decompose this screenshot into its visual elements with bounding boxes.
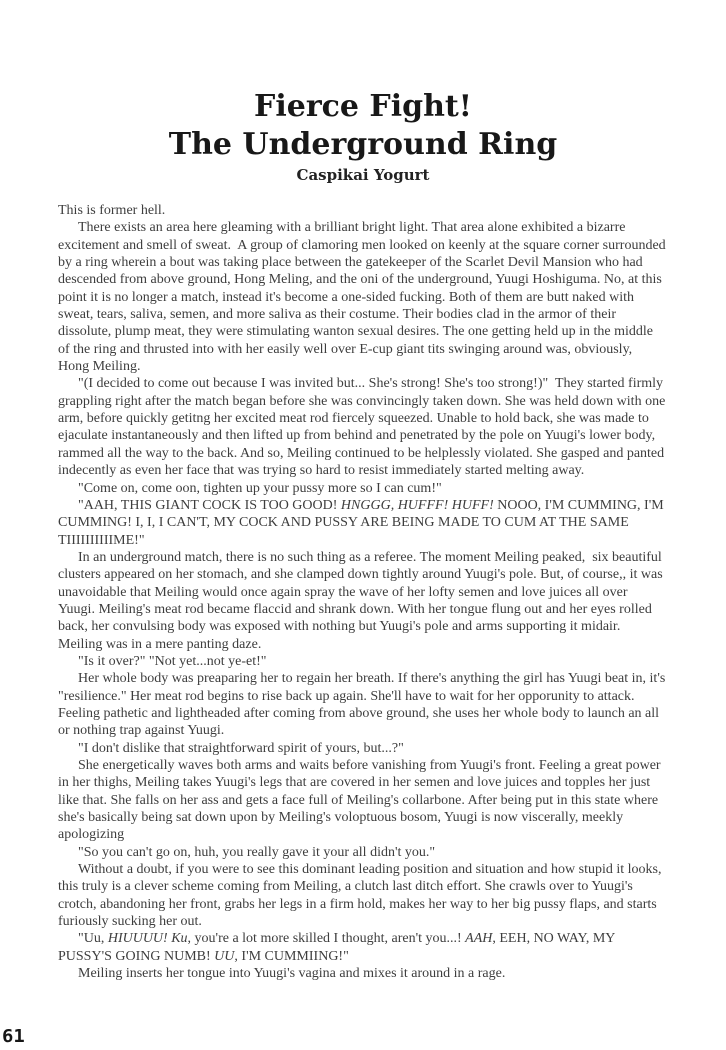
paragraph-run: "I don't dislike that straightforward spirit of yours, but...?": [78, 740, 404, 756]
article-body: [58, 202, 670, 982]
paragraph: [58, 497, 666, 549]
paragraph-run: There exists an area here gleaming with a brilliant bright light. That area alone exhibited a bizarre excitement and smell of sweat. A group of clamoring men looked on keenly at the square corner surrounded by a ring wherein a bout was taking place between the gatekeeper of the Scarlet Devil Mansion who had descended from above ground, Hong Meling, and the oni of the underground, Yuugi Hoshiguma. No, at this point it is no longer a match, instead it's become a one-sided fucking. Both of them are butt naked with sweat, tears, saliva, semen, and more saliva as their costume. Their bodies clad in the armor of their dissolute, plump meat, they were stimulating wanton sexual desires. The one getting held up in the middle of the ring and thrusted into with her easily well over E-cup giant tits swinging around was, obviously, Hong Meiling.: [58, 220, 670, 375]
paragraph: [58, 740, 666, 757]
paragraph-run: Without a doubt, if you were to see this dominant leading position and situation and how stupid it looks, this truly is a clever scheme coming from Meiling, a clutch last ditch effort. She crawls over to Yuugi's crotch, abandoning her front, grabs her legs in a firm hold, makes her way to her big pussy flaps, and starts furiously sucking her out.: [58, 862, 665, 930]
paragraph-run: "Uu,: [78, 931, 108, 947]
paragraph: [58, 965, 666, 982]
page-number: 61: [2, 1026, 25, 1047]
paragraph-run: "Come on, come oon, tighten up your pussy more so I can cum!": [78, 480, 442, 496]
paragraph: [58, 844, 666, 861]
paragraph-run: Her whole body was preaparing her to regain her breath. If there's anything the girl has Yuugi beat in, it's "resilience." Her meat rod begins to rise back up again. She'll have to wait for her opporunity to attack. Feeling pathetic and lightheaded after coming from above ground, she uses her whole body to launch an all or nothing trap against Yuugi.: [58, 671, 669, 739]
paragraph: [58, 549, 666, 653]
paragraph-run: Meiling inserts her tongue into Yuugi's vagina and mixes it around in a rage.: [78, 966, 506, 982]
paragraph-run: She energetically waves both arms and waits before vanishing from Yuugi's front. Feeling a great power in her thighs, Meiling takes Yuugi's legs that are covered in her semen and love juices and topples her just like that. She falls on her ass and gets a face full of Meiling's collarbone. After being put in this state where she's basically being sat down upon by Meiling's voloptuous bosom, Yuugi is now viscerally, meekly apologizing: [58, 758, 665, 843]
paragraph: [58, 861, 666, 930]
paragraph: [58, 375, 669, 479]
paragraph-run-italic: AAH: [465, 931, 493, 947]
paragraph: [58, 757, 666, 844]
paragraph-run-italic: HIUUUU! Ku: [107, 931, 188, 947]
paragraph: [58, 202, 666, 219]
paragraph-run-italic: UU: [214, 948, 235, 964]
author-byline: Caspikai Yogurt: [296, 166, 430, 184]
paragraph: [58, 930, 666, 965]
paragraph-run: In an underground match, there is no such thing as a referee. The moment Meiling peaked, six beautiful clusters appeared on her stomach, and she clamped down tightly around Yuugi's pole. But, of course,, it was unavoidable that Meiling would once again spray the wave of her lofty semen and love juices all over Yuugi. Meiling's meat rod became flaccid and shrank down. With her tongue flung out and her eyes rolled back, her convulsing body was exposed with nothing but Yuugi's pole and arms supporting it midair. Meiling was in a mere panting daze.: [58, 549, 667, 652]
paragraph-run: "Is it over?" "Not yet...not ye-et!": [78, 653, 267, 669]
page-title-line-2: The Underground Ring: [168, 127, 558, 162]
paragraph: [58, 670, 669, 739]
page-title-line-1: Fierce Fight!: [254, 89, 472, 124]
paragraph-run: , EEH, NO WAY, MY PUSSY'S GOING NUMB!: [58, 931, 619, 964]
paragraph-run: "(I decided to come out because I was invited but... She's strong! She's too strong!)" They started firmly grappling right after the match began before she was convincingly taken down. She was held down with one arm, before quickly getitng her excited meat rod fiercely squeezed. Unable to hold back, she was made to ejaculate instantaneously and then lifted up from behind and penetrated by the pole on Yuugi's lower body, rammed all the way to the back. And so, Meiling continued to be helplessly violated. She gasped and panted indecently as even her face that was trying so hard to resist immediately started melting away.: [58, 376, 669, 479]
paragraph: [58, 653, 666, 670]
paragraph-run-italic: HNGGG, HUFFF! HUFF!: [340, 497, 494, 513]
paragraph-run: "AAH, THIS GIANT COCK IS TOO GOOD!: [78, 497, 341, 513]
paragraph-run: , you're a lot more skilled I thought, aren't you...!: [187, 931, 466, 947]
paragraph-run: This is former hell.: [58, 203, 166, 218]
paragraph: [58, 480, 666, 497]
paragraph-run: "So you can't go on, huh, you really gave it your all didn't you.": [78, 844, 436, 860]
paragraph: [58, 219, 670, 375]
paragraph-run: , I'M CUMMIING!": [234, 948, 349, 964]
paragraph-run: NOOO, I'M CUMMING, I'M CUMMING! I, I, I CAN'T, MY COCK AND PUSSY ARE BEING MADE TO CUM AT THE SAME TIIIIIIIIIIME!": [58, 497, 668, 548]
title-block: [0, 88, 726, 186]
